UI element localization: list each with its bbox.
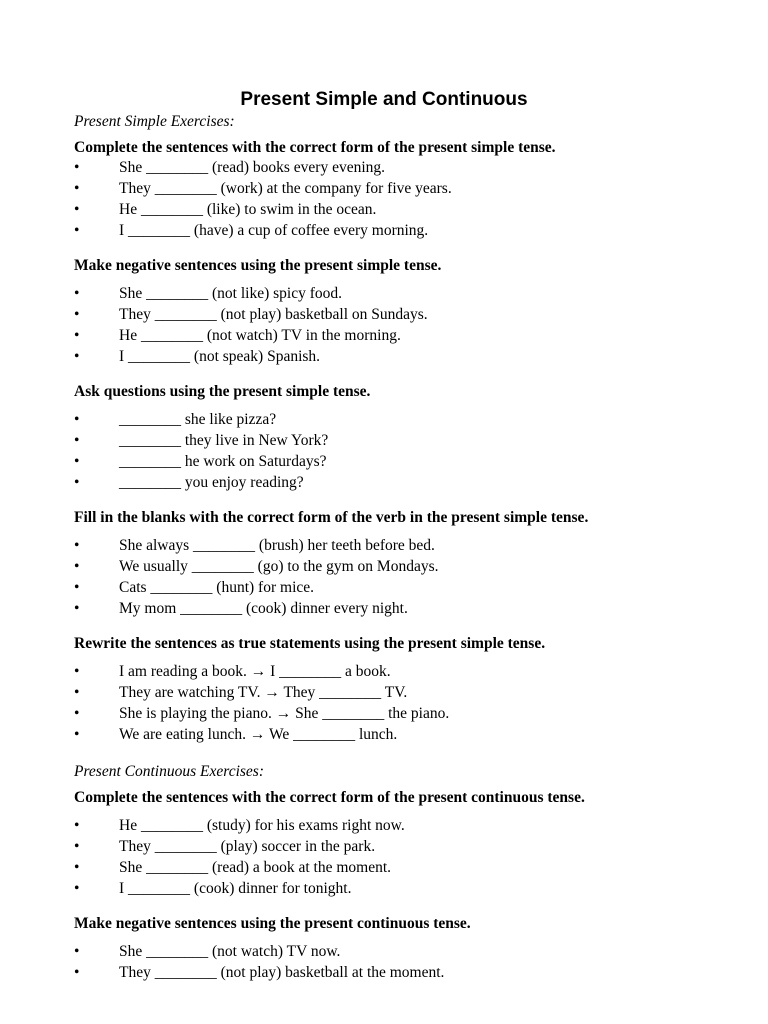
exercise-sentence: I ________ (have) a cup of coffee every morning. xyxy=(119,222,429,239)
bullet-icon: • xyxy=(74,558,80,575)
bullet-icon: • xyxy=(74,817,80,834)
exercise-sentence: I ________ (not speak) Spanish. xyxy=(119,348,321,365)
exercise-instruction: Complete the sentences with the correct form of the present simple tense. xyxy=(74,139,556,156)
bullet-icon: • xyxy=(74,222,80,239)
exercise-sentence: She ________ (read) a book at the moment. xyxy=(119,859,392,876)
bullet-icon: • xyxy=(74,663,80,680)
exercise-sentence: She ________ (not watch) TV now. xyxy=(119,943,341,960)
exercise-sentence: She ________ (read) books every evening. xyxy=(119,159,386,176)
exercise-sentence: My mom ________ (cook) dinner every night. xyxy=(119,600,408,617)
bullet-icon: • xyxy=(74,474,80,491)
section-label: Present Continuous Exercises: xyxy=(74,763,264,780)
bullet-icon: • xyxy=(74,600,80,617)
exercise-instruction: Make negative sentences using the present simple tense. xyxy=(74,257,442,274)
exercise-instruction: Make negative sentences using the present continuous tense. xyxy=(74,915,471,932)
bullet-icon: • xyxy=(74,453,80,470)
exercise-sentence: ________ you enjoy reading? xyxy=(119,474,304,491)
bullet-icon: • xyxy=(74,943,80,960)
bullet-icon: • xyxy=(74,705,80,722)
exercise-sentence: They ________ (not play) basketball at the moment. xyxy=(119,964,445,981)
exercise-instruction: Ask questions using the present simple tense. xyxy=(74,383,371,400)
bullet-icon: • xyxy=(74,726,80,743)
bullet-icon: • xyxy=(74,348,80,365)
exercise-sentence: He ________ (like) to swim in the ocean. xyxy=(119,201,377,218)
section-label: Present Simple Exercises: xyxy=(74,113,235,130)
exercise-sentence: We are eating lunch. → We ________ lunch. xyxy=(119,726,398,743)
exercise-sentence: She ________ (not like) spicy food. xyxy=(119,285,343,302)
bullet-icon: • xyxy=(74,579,80,596)
page-title: Present Simple and Continuous xyxy=(240,89,528,110)
bullet-icon: • xyxy=(74,306,80,323)
bullet-icon: • xyxy=(74,537,80,554)
exercise-sentence: He ________ (study) for his exams right now. xyxy=(119,817,405,834)
bullet-icon: • xyxy=(74,880,80,897)
bullet-icon: • xyxy=(74,327,80,344)
bullet-icon: • xyxy=(74,411,80,428)
exercise-sentence: Cats ________ (hunt) for mice. xyxy=(119,579,315,596)
exercise-sentence: ________ they live in New York? xyxy=(119,432,329,449)
exercise-sentence: She is playing the piano. → She ________ the piano. xyxy=(119,705,450,722)
exercise-sentence: ________ he work on Saturdays? xyxy=(119,453,327,470)
exercise-instruction: Rewrite the sentences as true statements using the present simple tense. xyxy=(74,635,546,652)
bullet-icon: • xyxy=(74,964,80,981)
bullet-icon: • xyxy=(74,180,80,197)
exercise-sentence: They ________ (play) soccer in the park. xyxy=(119,838,376,855)
exercise-sentence: She always ________ (brush) her teeth before bed. xyxy=(119,537,435,554)
exercise-sentence: They ________ (work) at the company for five years. xyxy=(119,180,452,197)
exercise-sentence: We usually ________ (go) to the gym on Mondays. xyxy=(119,558,439,575)
exercise-instruction: Fill in the blanks with the correct form of the verb in the present simple tense. xyxy=(74,509,589,526)
exercise-sentence: ________ she like pizza? xyxy=(119,411,277,428)
exercise-sentence: They ________ (not play) basketball on Sundays. xyxy=(119,306,428,323)
bullet-icon: • xyxy=(74,159,80,176)
bullet-icon: • xyxy=(74,838,80,855)
exercise-sentence: I ________ (cook) dinner for tonight. xyxy=(119,880,352,897)
exercise-sentence: He ________ (not watch) TV in the morning. xyxy=(119,327,401,344)
bullet-icon: • xyxy=(74,201,80,218)
exercise-sentence: They are watching TV. → They ________ TV. xyxy=(119,684,408,701)
bullet-icon: • xyxy=(74,285,80,302)
bullet-icon: • xyxy=(74,684,80,701)
bullet-icon: • xyxy=(74,432,80,449)
exercise-instruction: Complete the sentences with the correct form of the present continuous tense. xyxy=(74,789,585,806)
bullet-icon: • xyxy=(74,859,80,876)
exercise-sentence: I am reading a book. → I ________ a book. xyxy=(119,663,391,680)
